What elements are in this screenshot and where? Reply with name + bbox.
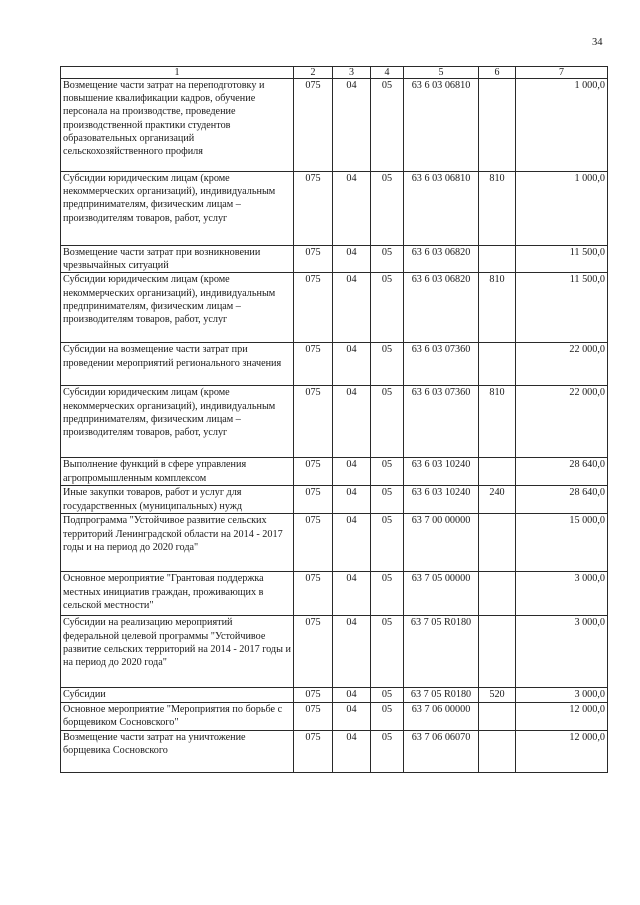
cell-target-code: 63 7 00 00000 [404, 514, 479, 572]
cell-target-code: 63 7 06 06070 [404, 730, 479, 772]
cell-section: 04 [333, 386, 371, 458]
col-header-7: 7 [516, 67, 608, 79]
cell-amount: 3 000,0 [516, 688, 608, 702]
row-name: Субсидии на реализацию мероприятий федеральной целевой программы "Устойчивое развитие сельских территорий на 2014 - 2017 годы и на период до 2020 года" [61, 616, 294, 688]
row-name: Выполнение функций в сфере управления агропромышленным комплексом [61, 458, 294, 486]
row-name: Субсидии юридическим лицам (кроме некоммерческих организаций), индивидуальным предпринимателям, физическим лицам – производителям товаров, работ, услуг [61, 172, 294, 246]
cell-ministry: 075 [294, 246, 333, 273]
cell-expense-type: 810 [479, 386, 516, 458]
cell-amount: 11 500,0 [516, 246, 608, 273]
page-number: 34 [592, 37, 603, 48]
cell-amount: 12 000,0 [516, 730, 608, 772]
row-name: Субсидии юридическим лицам (кроме некоммерческих организаций), индивидуальным предпринимателям, физическим лицам – производителям товаров, работ, услуг [61, 386, 294, 458]
cell-ministry: 075 [294, 730, 333, 772]
cell-target-code: 63 6 03 07360 [404, 386, 479, 458]
cell-ministry: 075 [294, 688, 333, 702]
cell-subsection: 05 [371, 458, 404, 486]
cell-expense-type [479, 702, 516, 730]
cell-target-code: 63 7 05 00000 [404, 572, 479, 616]
cell-section: 04 [333, 172, 371, 246]
cell-ministry: 075 [294, 702, 333, 730]
row-name: Субсидии [61, 688, 294, 702]
cell-target-code: 63 7 06 00000 [404, 702, 479, 730]
row-name: Возмещение части затрат на переподготовку и повышение квалификации кадров, обучение персонала на производстве, проведение производственной практики студентов образовательных организаций сельскохозяйственного профиля [61, 79, 294, 172]
table-row [61, 246, 608, 273]
cell-expense-type [479, 343, 516, 386]
row-name: Субсидии на возмещение части затрат при проведении мероприятий регионального значения [61, 343, 294, 386]
cell-ministry: 075 [294, 486, 333, 514]
cell-ministry: 075 [294, 616, 333, 688]
cell-ministry: 075 [294, 458, 333, 486]
cell-ministry: 075 [294, 343, 333, 386]
row-name: Возмещение части затрат при возникновении чрезвычайных ситуаций [61, 246, 294, 273]
cell-ministry: 075 [294, 79, 333, 172]
row-name: Основное мероприятие "Мероприятия по борьбе с борщевиком Сосновского" [61, 702, 294, 730]
cell-section: 04 [333, 486, 371, 514]
col-header-6: 6 [479, 67, 516, 79]
cell-section: 04 [333, 514, 371, 572]
header-row [61, 67, 608, 79]
cell-section: 04 [333, 246, 371, 273]
table-row [61, 343, 608, 386]
cell-target-code: 63 6 03 06810 [404, 172, 479, 246]
cell-target-code: 63 6 03 06820 [404, 273, 479, 343]
cell-subsection: 05 [371, 343, 404, 386]
cell-target-code: 63 6 03 10240 [404, 486, 479, 514]
table-row [61, 486, 608, 514]
cell-target-code: 63 6 03 06820 [404, 246, 479, 273]
cell-subsection: 05 [371, 616, 404, 688]
cell-expense-type [479, 730, 516, 772]
cell-subsection: 05 [371, 172, 404, 246]
cell-amount: 22 000,0 [516, 386, 608, 458]
cell-target-code: 63 7 05 R0180 [404, 688, 479, 702]
cell-expense-type [479, 246, 516, 273]
cell-amount: 3 000,0 [516, 572, 608, 616]
cell-section: 04 [333, 702, 371, 730]
cell-expense-type: 810 [479, 273, 516, 343]
table-row [61, 458, 608, 486]
cell-expense-type: 240 [479, 486, 516, 514]
cell-section: 04 [333, 688, 371, 702]
cell-amount: 22 000,0 [516, 343, 608, 386]
cell-subsection: 05 [371, 514, 404, 572]
row-name: Иные закупки товаров, работ и услуг для государственных (муниципальных) нужд [61, 486, 294, 514]
table-row [61, 688, 608, 702]
cell-expense-type [479, 616, 516, 688]
col-header-4: 4 [371, 67, 404, 79]
col-header-5: 5 [404, 67, 479, 79]
cell-section: 04 [333, 79, 371, 172]
cell-section: 04 [333, 273, 371, 343]
cell-expense-type [479, 79, 516, 172]
cell-amount: 1 000,0 [516, 172, 608, 246]
cell-expense-type [479, 514, 516, 572]
table-row [61, 273, 608, 343]
cell-ministry: 075 [294, 386, 333, 458]
cell-subsection: 05 [371, 79, 404, 172]
col-header-3: 3 [333, 67, 371, 79]
cell-amount: 3 000,0 [516, 616, 608, 688]
budget-table [60, 66, 608, 773]
cell-amount: 28 640,0 [516, 486, 608, 514]
cell-expense-type [479, 458, 516, 486]
cell-subsection: 05 [371, 386, 404, 458]
table-row [61, 572, 608, 616]
cell-target-code: 63 6 03 06810 [404, 79, 479, 172]
cell-ministry: 075 [294, 514, 333, 572]
cell-amount: 11 500,0 [516, 273, 608, 343]
table-row [61, 79, 608, 172]
cell-amount: 28 640,0 [516, 458, 608, 486]
cell-subsection: 05 [371, 730, 404, 772]
cell-target-code: 63 7 05 R0180 [404, 616, 479, 688]
col-header-1: 1 [61, 67, 294, 79]
table-row [61, 702, 608, 730]
cell-amount: 15 000,0 [516, 514, 608, 572]
row-name: Подпрограмма "Устойчивое развитие сельских территорий Ленинградской области на 2014 - 2017 годы и на период до 2020 года" [61, 514, 294, 572]
table-row [61, 172, 608, 246]
cell-subsection: 05 [371, 688, 404, 702]
cell-target-code: 63 6 03 10240 [404, 458, 479, 486]
cell-section: 04 [333, 572, 371, 616]
cell-section: 04 [333, 616, 371, 688]
cell-section: 04 [333, 458, 371, 486]
row-name: Субсидии юридическим лицам (кроме некоммерческих организаций), индивидуальным предпринимателям, физическим лицам – производителям товаров, работ, услуг [61, 273, 294, 343]
cell-subsection: 05 [371, 273, 404, 343]
cell-subsection: 05 [371, 572, 404, 616]
table-row [61, 730, 608, 772]
cell-section: 04 [333, 730, 371, 772]
row-name: Основное мероприятие "Грантовая поддержка местных инициатив граждан, проживающих в сельской местности" [61, 572, 294, 616]
row-name: Возмещение части затрат на уничтожение борщевика Сосновского [61, 730, 294, 772]
table-row [61, 386, 608, 458]
cell-amount: 12 000,0 [516, 702, 608, 730]
cell-subsection: 05 [371, 486, 404, 514]
cell-section: 04 [333, 343, 371, 386]
cell-ministry: 075 [294, 572, 333, 616]
cell-subsection: 05 [371, 702, 404, 730]
cell-expense-type [479, 572, 516, 616]
col-header-2: 2 [294, 67, 333, 79]
table-row [61, 514, 608, 572]
cell-target-code: 63 6 03 07360 [404, 343, 479, 386]
cell-expense-type: 520 [479, 688, 516, 702]
cell-amount: 1 000,0 [516, 79, 608, 172]
cell-ministry: 075 [294, 273, 333, 343]
cell-expense-type: 810 [479, 172, 516, 246]
table-row [61, 616, 608, 688]
cell-ministry: 075 [294, 172, 333, 246]
cell-subsection: 05 [371, 246, 404, 273]
